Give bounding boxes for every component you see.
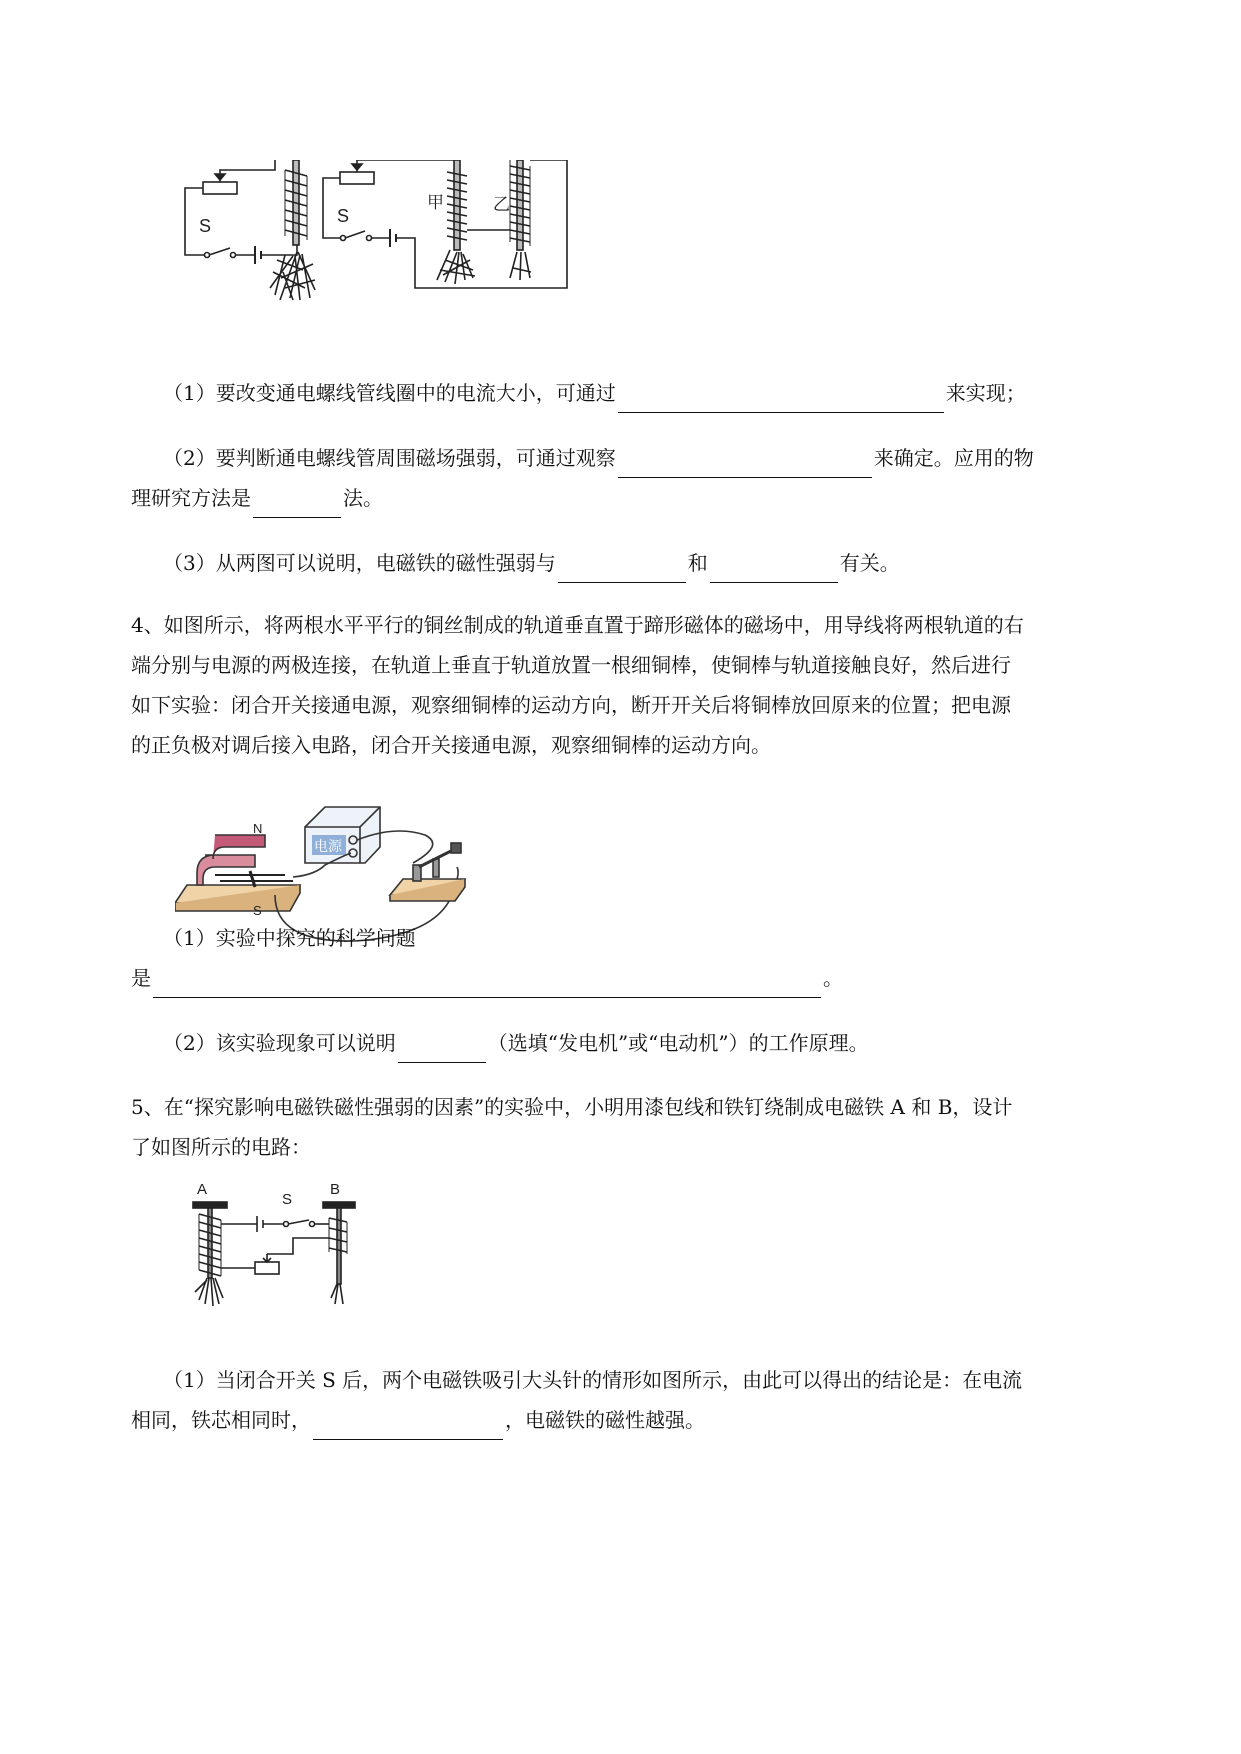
q4-intro-line-1: 4、如图所示，将两根水平平行的铜丝制成的轨道垂直置于蹄形磁体的磁场中，用导线将两根轨道的右 — [131, 613, 1024, 637]
q5-part1-line2-end: ，电磁铁的磁性越强。 — [505, 1408, 705, 1432]
q3-part2-line2 — [131, 478, 383, 518]
q4-intro-line-2: 端分别与电源的两极连接，在轨道上垂直于轨道放置一根细铜棒，使铜棒与轨道接触良好，然后进行 — [131, 653, 1011, 677]
q4-part2-text-end: （选填“发电机”或“电动机”）的工作原理。 — [487, 1031, 869, 1055]
q4-part2 — [163, 1023, 869, 1063]
q3-part3-and: 和 — [687, 551, 708, 575]
power-supply — [305, 807, 380, 863]
q3-part2 — [163, 438, 1034, 478]
q3-part2-text-end: 来确定。应用的物 — [873, 446, 1034, 470]
q4-intro-line-3: 如下实验：闭合开关接通电源，观察细铜棒的运动方向，断开开关后将铜棒放回原来的位置；把电源 — [131, 693, 1011, 717]
switch-label-right: S — [337, 206, 350, 226]
q5-part1-line1: （1）当闭合开关 S 后，两个电磁铁吸引大头针的情形如图所示，由此可以得出的结论是：在电流 — [163, 1368, 1023, 1392]
q3-part1-text: （1）要改变通电螺线管线圈中的电流大小，可通过 — [163, 381, 616, 405]
q3-part3-blank-a[interactable] — [558, 556, 686, 583]
power-supply-label: 电源 — [314, 839, 342, 855]
q3-part3-blank-b[interactable] — [710, 556, 838, 583]
q4-part1-line2-end: 。 — [823, 966, 843, 990]
q4-part1-line2 — [131, 958, 843, 998]
q3-part1-text-end: 来实现； — [945, 381, 1026, 405]
q5-part1-blank[interactable] — [313, 1413, 503, 1440]
q3-part2-line2-end: 法。 — [343, 486, 383, 510]
q3-part1-blank[interactable] — [618, 386, 944, 413]
electromagnet-a-label: A — [197, 1181, 208, 1198]
electromagnets-a-b-figure — [185, 1180, 370, 1310]
q5-part1-line2-text: 相同，铁芯相同时， — [131, 1408, 311, 1432]
q5-part1-line2 — [131, 1400, 705, 1440]
q4-part2-text: （2）该实验现象可以说明 — [163, 1031, 396, 1055]
left-circuit — [185, 160, 315, 300]
electromagnet-circuits-figure — [175, 160, 645, 335]
q4-part2-blank[interactable] — [398, 1036, 486, 1063]
q3-part2-blank[interactable] — [618, 451, 872, 478]
q4-intro-line-4: 的正负极对调后接入电路，闭合开关接通电源，观察细铜棒的运动方向。 — [131, 733, 771, 757]
q3-part2-line2-text: 理研究方法是 — [131, 486, 251, 510]
q3-part3-text: （3）从两图可以说明，电磁铁的磁性强弱与 — [163, 551, 556, 575]
electromagnet-b-label: B — [330, 1181, 341, 1198]
q4-part1-line1: （1）实验中探究的科学问题 — [163, 926, 416, 950]
q4-part1-blank[interactable] — [153, 971, 821, 998]
magnet-south-label: S — [253, 903, 262, 918]
q3-part2-text: （2）要判断通电螺线管周围磁场强弱，可通过观察 — [163, 446, 616, 470]
coil-yi-label: 乙 — [493, 195, 510, 215]
switch-s-label: S — [282, 1191, 293, 1208]
switch-label-left: S — [199, 216, 212, 236]
q4-part1-line2-text: 是 — [131, 966, 151, 990]
q5-intro-line-1: 5、在“探究影响电磁铁磁性强弱的因素”的实验中，小明用漆包线和铁钉绕制成电磁铁 A 和 B，设计 — [131, 1095, 1013, 1119]
q3-part3-text-end: 有关。 — [839, 551, 900, 575]
q3-part3 — [163, 543, 900, 583]
coil-jia-label: 甲 — [427, 193, 444, 213]
q3-part1 — [163, 373, 1026, 413]
magnet-north-label: N — [253, 821, 263, 836]
q3-part2-method-blank[interactable] — [253, 491, 341, 518]
q5-intro-line-2: 了如图所示的电路： — [131, 1135, 311, 1159]
knife-switch — [390, 843, 465, 901]
right-circuit — [323, 160, 567, 288]
